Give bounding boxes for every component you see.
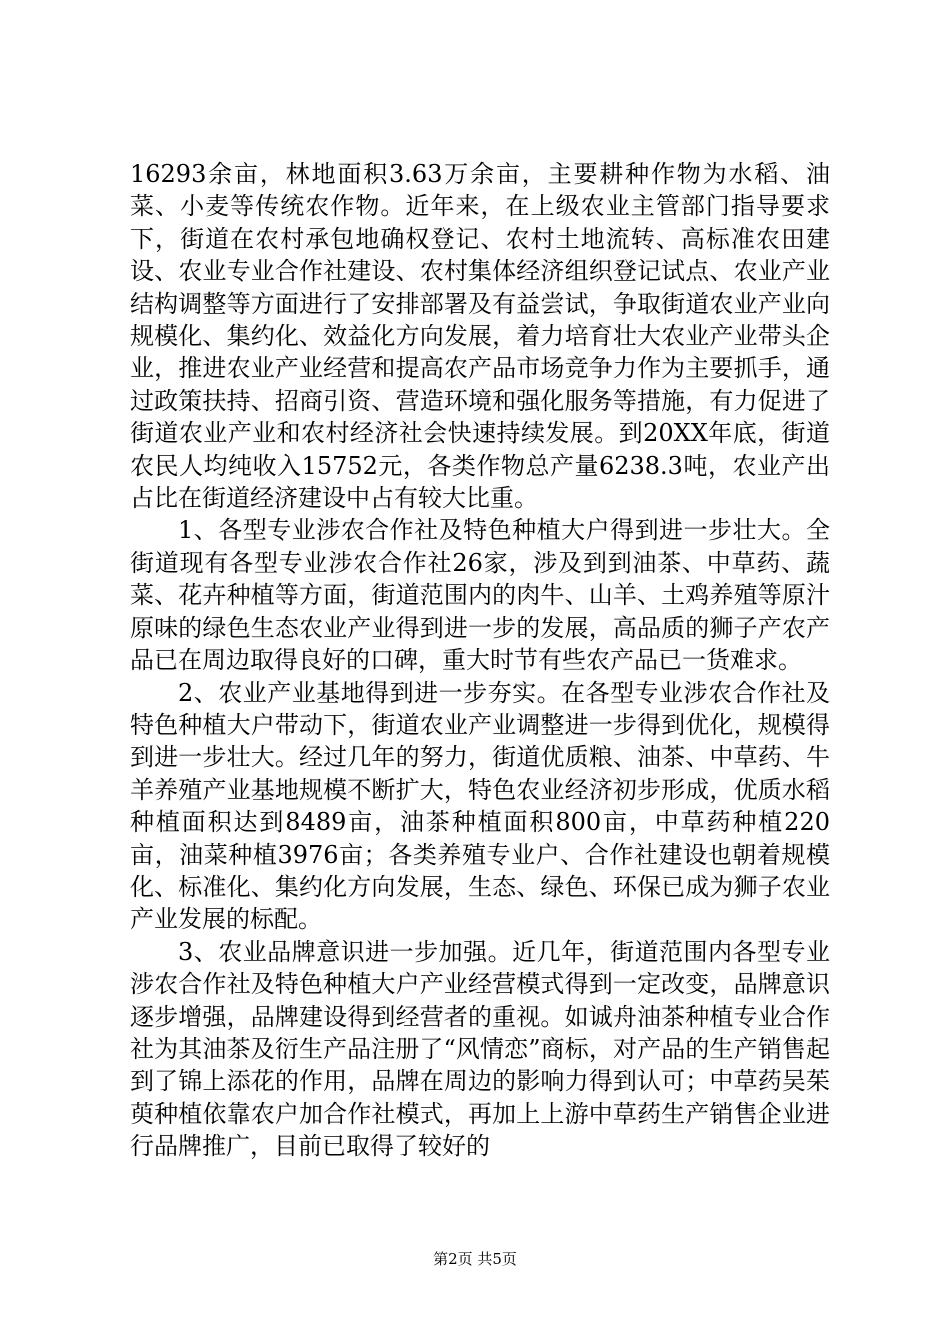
paragraph-brand-awareness: 3、农业品牌意识进一步加强。近几年，街道范围内各型专业涉农合作社及特色种植大户产业经营模式得到一定改变，品牌意识逐步增强，品牌建设得到经营者的重视。如诚舟油茶种植专业合作社为其油茶及衍生产品注册了“风情恋”商标，对产品的生产销售起到了锦上添花的作用，品牌在周边的影响力得到认可；中草药吴茱萸种植依靠农户加合作社模式，再加上上游中草药生产销售企业进行品牌推广，目前已取得了较好的 — [130, 937, 830, 1161]
paragraph-industry-base: 2、农业产业基地得到进一步夯实。在各型专业涉农合作社及特色种植大户带动下，街道农业产业调整进一步得到优化，规模得到进一步壮大。经过几年的努力，街道优质粮、油茶、中草药、牛羊养殖产业基地规模不断扩大，特色农业经济初步形成，优质水稻种植面积达到8489亩，油茶种植面积800亩，中草药种植220亩，油菜种植3976亩；各类养殖专业户、合作社建设也朝着规模化、标准化、集约化方向发展，生态、绿色、环保已成为狮子农业产业发展的标配。 — [130, 678, 830, 934]
paragraph-intro: 16293余亩，林地面积3.63万余亩，主要耕种作物为水稻、油菜、小麦等传统农作物。近年来，在上级农业主管部门指导要求下，街道在农村承包地确权登记、农村土地流转、高标准农田建设、农业专业合作社建设、农村集体经济组织登记试点、农业产业结构调整等方面进行了安排部署及有益尝试，争取街道农业产业向规模化、集约化、效益化方向发展，着力培育壮大农业产业带头企业，推进农业产业经营和提高农产品市场竞争力作为主要抓手，通过政策扶持、招商引资、营造环境和强化服务等措施，有力促进了街道农业产业和农村经济社会快速持续发展。到20XX年底，街道农民人均纯收入15752元，各类作物总产量6238.3吨，农业产出占比在街道经济建设中占有较大比重。 — [130, 160, 830, 513]
document-body — [130, 158, 830, 1163]
paragraph-cooperatives: 1、各型专业涉农合作社及特色种植大户得到进一步壮大。全街道现有各型专业涉农合作社26家，涉及到到油茶、中草药、蔬菜、花卉种植等方面，街道范围内的肉牛、山羊、土鸡养殖等原汁原味的绿色生态农业产业得到进一步的发展，高品质的狮子产农产品已在周边取得良好的口碑，重大时节有些农产品已一货难求。 — [130, 516, 830, 675]
page-number-footer: 第2页 共5页 — [433, 1250, 517, 1268]
